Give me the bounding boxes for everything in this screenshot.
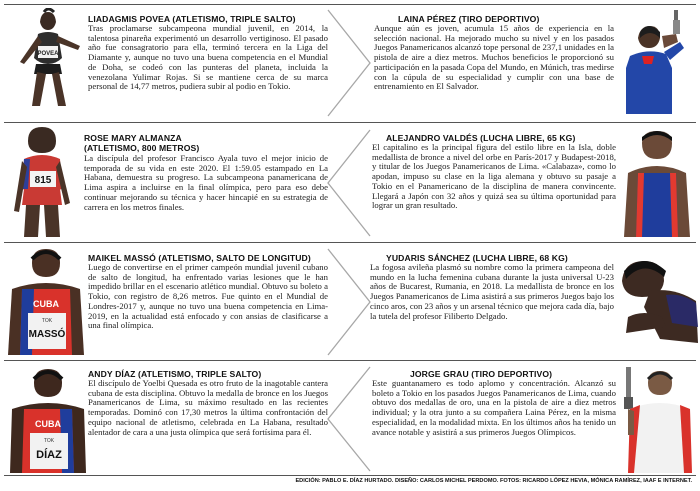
- athlete-description: La discípula del profesor Francisco Ayala tuvo el mejor inicio de temporada de su vida en este 2020. El 1:59.05 estampado en La Habana, demuestra su progreso. La subcampeona panamericana de Lima aspira a incluirse en la final olímpica, pero para eso debe continuar mejorando su técnica y hacer hincapié en su estrategia de carrera en los metros finales.: [84, 153, 328, 212]
- profile-andy-diaz: [0, 363, 350, 474]
- profile-rose-mary-almanza: [0, 125, 350, 236]
- athlete-name: ALEJANDRO VALDÉS (LUCHA LIBRE, 65 KG): [386, 133, 576, 143]
- athlete-description: Tras proclamarse subcampeona mundial juvenil, en 2014, la talentosa pinareña experimentó un desarrollo vertiginoso. El pasado año fue consagratorio para ella, terminó tercera en la Liga del Diamante y, aunque no tuvo una buena competencia en el Mundial de Doha, se codeó con las punteras del planeta, incluida la venezolana Yulimar Rojas. Si se mantiene cerca de su marca personal de 14,77 metros, pudiera subir al podio en Tokio.: [88, 23, 328, 92]
- bib-text: 815: [34, 175, 52, 186]
- athlete-description: Este guantanamero es todo aplomo y concentración. Alcanzó su boleto a Tokio en los pasados Juegos Panamericanos de Lima, cuando obtuvo dos medallas de oro, una en la pistola de aire a diez metros individual; y la otra junto a su compañera Laina Pérez, en la misma especialidad, en la modalidad mixta. En los últimos años ha tenido un avance notable y asistirá a sus primeros Juegos Olímpicos.: [372, 378, 616, 437]
- bib-text: DÍAZ: [36, 449, 62, 461]
- rule-top: [4, 4, 696, 5]
- profile-jorge-grau: [350, 363, 700, 474]
- athlete-name: JORGE GRAU (TIRO DEPORTIVO): [410, 369, 553, 379]
- athlete-discipline: (ATLETISMO, 800 METROS): [84, 143, 200, 153]
- profile-maikel-masso: [0, 245, 350, 356]
- sponsor-text: TOK: [43, 438, 55, 444]
- athlete-photo-valdes: [620, 129, 694, 237]
- athlete-name: YUDARIS SÁNCHEZ (LUCHA LIBRE, 68 KG): [386, 253, 568, 263]
- athlete-description: La fogosa avileña plasmó su nombre como la primera campeona del mundo en la lucha femenina cubana durante la justa universal U-23 años de Bucarest, Rumania, en 2018. La medallista de bronce en los Juegos Panamericanos de Lima asistirá a sus primeros Juegos bajo los cinco aros, con 23 años y un arsenal técnico que mejora cada día, bajo la tutela del profesor Filiberto Delgado.: [370, 262, 614, 321]
- athlete-photo-perez: [618, 8, 694, 114]
- athlete-photo-masso: [6, 247, 86, 355]
- bib-text: POVEA: [37, 51, 59, 57]
- athlete-photo-diaz: [8, 365, 88, 473]
- athlete-name: ANDY DÍAZ (ATLETISMO, TRIPLE SALTO): [88, 369, 262, 379]
- profile-yudaris-sanchez: [350, 245, 700, 356]
- athlete-photo-sanchez: [614, 247, 698, 355]
- rule-1: [4, 122, 696, 123]
- jersey-text: CUBA: [33, 299, 59, 309]
- profile-liadagmis-povea: [0, 6, 350, 117]
- rule-2: [4, 242, 696, 243]
- bib-text: MASSÓ: [28, 329, 66, 340]
- athlete-description: Aunque aún es joven, acumula 15 años de experiencia en la selección nacional. Ha mejorado mucho su nivel y en los pasados Juegos Panamericanos alcanzó tope personal de 237,1 unidades en la pistola de aire a diez metros. Muchos beneficios le proporcionó su participación en la pasada Copa del Mundo, en Múnich, tras medirse con la cúpula de su especialidad y cumplir con una base de entrenamiento en El Salvador.: [374, 23, 614, 92]
- athlete-photo-grau: [622, 365, 696, 473]
- sponsor-text: TOK: [41, 318, 53, 324]
- athlete-description: Luego de convertirse en el primer campeón mundial juvenil cubano de salto de longitud, ha enfrentado varias lesiones que le han impedido brillar en el escenario atlético mundial. Obtuvo su boleto a Tokio, con registro de 8,26 metros. Fue quinto en el Mundial de Londres-2017 y, aunque no tuvo una buena competencia en Lima-2019, en la actualidad está enfocado y con ansias de clasificarse a una final olímpica.: [88, 262, 328, 331]
- athlete-name: MAIKEL MASSÓ (ATLETISMO, SALTO DE LONGITUD): [88, 253, 311, 263]
- rule-3: [4, 360, 696, 361]
- athlete-photo-almanza: [10, 125, 78, 237]
- athlete-photo-povea: [10, 8, 88, 112]
- athlete-name: ROSE MARY ALMANZA: [84, 133, 182, 143]
- athlete-name: LAINA PÉREZ (TIRO DEPORTIVO): [398, 14, 540, 24]
- jersey-text: CUBA: [35, 419, 61, 429]
- rule-bottom: [4, 475, 696, 476]
- athlete-name: LIADAGMIS POVEA (ATLETISMO, TRIPLE SALTO): [88, 14, 296, 24]
- athlete-description: El capitalino es la principal figura del estilo libre en la Isla, doble medallista de bronce a nivel del orbe en París-2017 y Budapest-2018, y titular de los Juegos Panamericanos de Lima. «Calabaza», como lo apodan, impuso su clase en la liga alemana y obtuvo su pasaje a Tokio en el Panamericano de la disciplina de manera convincente. Llegará a Japón con 32 años y quizá sea su última oportunidad para lograr un gran resultado.: [372, 142, 616, 211]
- profile-alejandro-valdes: [350, 125, 700, 236]
- profile-laina-perez: [350, 6, 700, 117]
- athlete-description: El discípulo de Yoelbi Quesada es otro fruto de la inagotable cantera cubana de esta disciplina. Obtuvo la medalla de bronce en los Juegos Panamericanos de Lima, su máximo resultado en las recientes temporadas. Dominó con 17,30 metros la última confrontación del equipo nacional de atletismo, celebrada en La Habana, resultado alentador de cara a una justa olímpica que será fortísima para él.: [88, 378, 328, 437]
- credits-line: EDICIÓN: PABLO E. DÍAZ HURTADO. DISEÑO: CARLOS MICHEL PERDOMO. FOTOS: RICARDO LÓPEZ HEVIA, MÓNICA RAMÍREZ, IAAF E INTERNET.: [295, 478, 692, 484]
